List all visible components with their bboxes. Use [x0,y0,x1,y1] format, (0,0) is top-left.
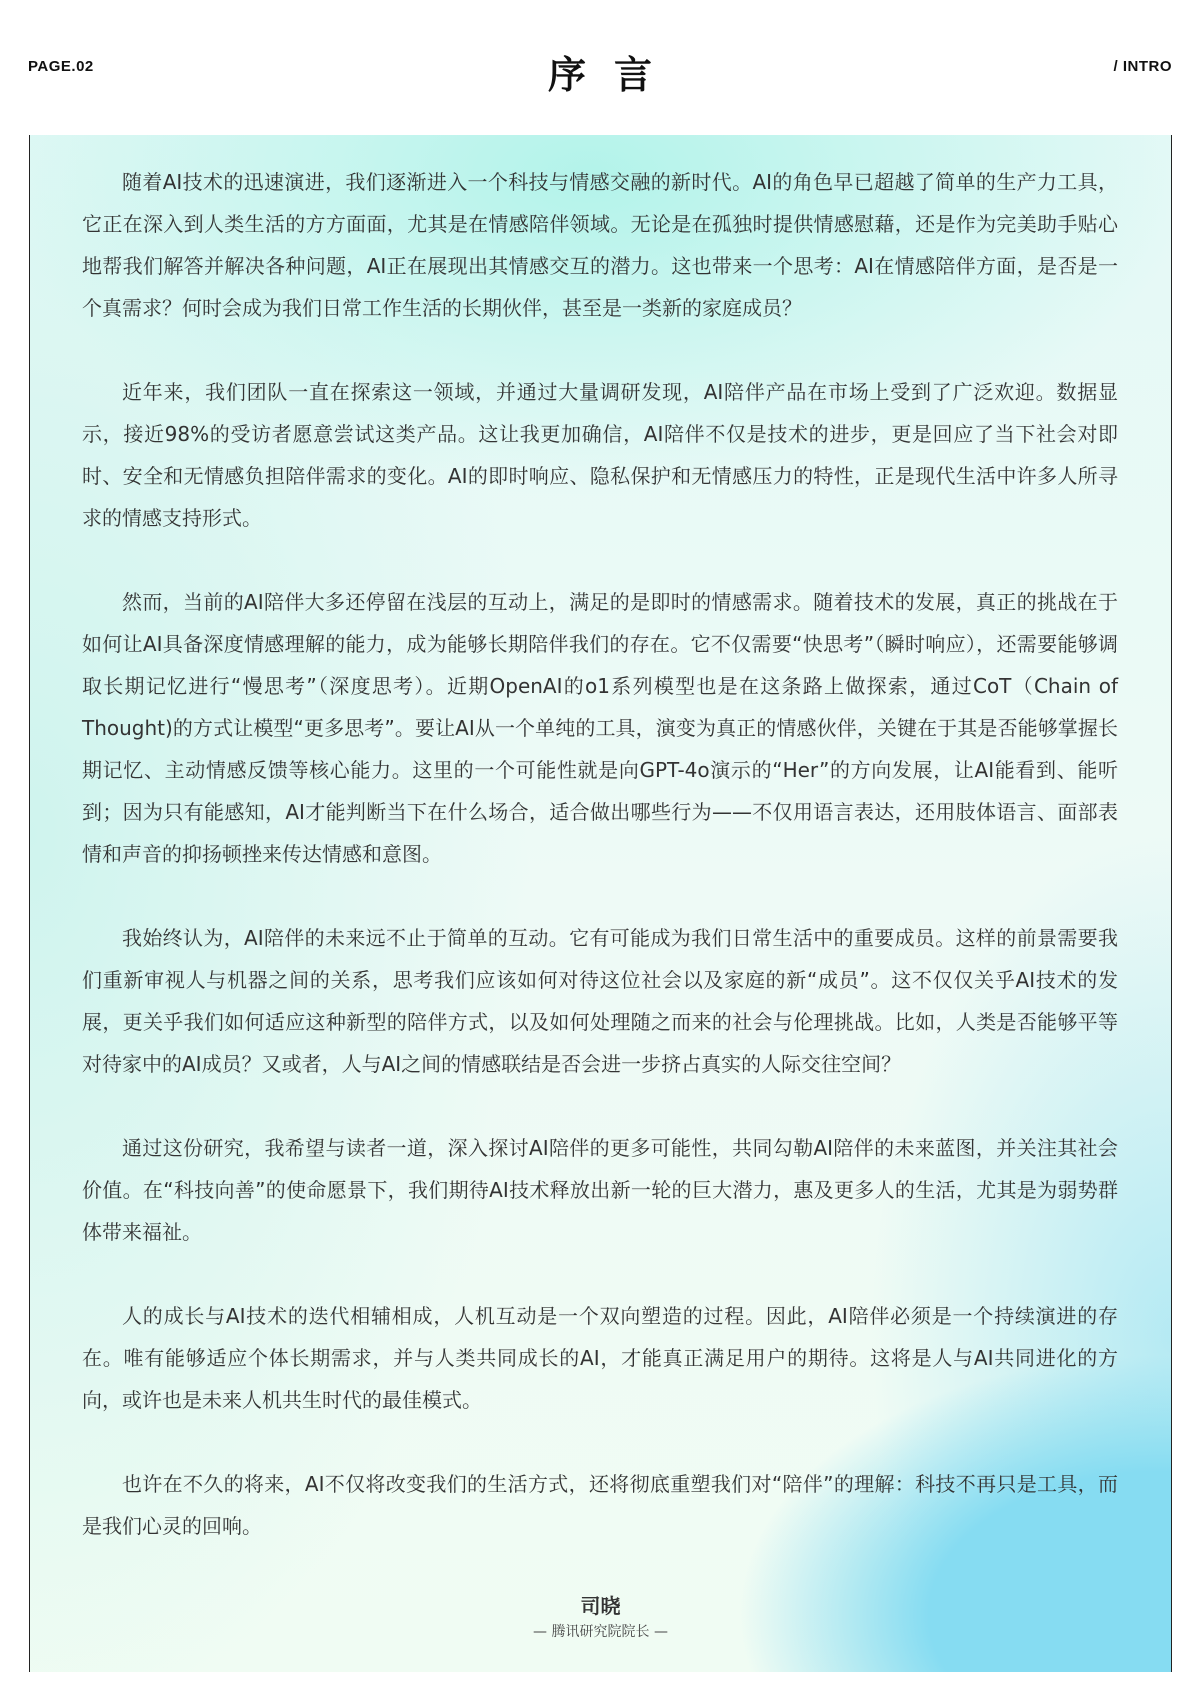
paragraph: 我始终认为，AI陪伴的未来远不止于简单的互动。它有可能成为我们日常生活中的重要成员。这样的前景需要我们重新审视人与机器之间的关系，思考我们应该如何对待这位社会以及家庭的新“成员”。这不仅仅关乎AI技术的发展，更关乎我们如何适应这种新型的陪伴方式，以及如何处理随之而来的社会与伦理挑战。比如，人类是否能够平等对待家中的AI成员？又或者，人与AI之间的情感联结是否会进一步挤占真实的人际交往空间？ [82,926,1118,1076]
paragraph: 也许在不久的将来，AI不仅将改变我们的生活方式，还将彻底重塑我们对“陪伴”的理解：科技不再只是工具，而是我们心灵的回响。 [82,1472,1118,1538]
paragraph: 随着AI技术的迅速演进，我们逐渐进入一个科技与情感交融的新时代。AI的角色早已超越了简单的生产力工具，它正在深入到人类生活的方方面面，尤其是在情感陪伴领域。无论是在孤独时提供情感慰藉，还是作为完美助手贴心地帮我们解答并解决各种问题，AI正在展现出其情感交互的潜力。这也带来一个思考：AI在情感陪伴方面，是否是一个真需求？何时会成为我们日常工作生活的长期伙伴，甚至是一类新的家庭成员？ [82,170,1118,320]
intro-card [29,135,1172,1672]
paragraph: 然而，当前的AI陪伴大多还停留在浅层的互动上，满足的是即时的情感需求。随着技术的发展，真正的挑战在于如何让AI具备深度情感理解的能力，成为能够长期陪伴我们的存在。它不仅需要“快思考”（瞬时响应），还需要能够调取长期记忆进行“慢思考”（深度思考）。近期OpenAI的o1系列模型也是在这条路上做探索，通过CoT（Chain of Thought)的方式让模型“更多思考”。要让AI从一个单纯的工具，演变为真正的情感伙伴，关键在于其是否能够掌握长期记忆、主动情感反馈等核心能力。这里的一个可能性就是向GPT-4o演示的“Her”的方向发展，让AI能看到、能听到；因为只有能感知，AI才能判断当下在什么场合，适合做出哪些行为——不仅用语言表达，还用肢体语言、面部表情和声音的抑扬顿挫来传达情感和意图。 [82,590,1118,866]
section-label: / INTRO [1113,58,1172,75]
paragraph: 通过这份研究，我希望与读者一道，深入探讨AI陪伴的更多可能性，共同勾勒AI陪伴的未来蓝图，并关注其社会价值。在“科技向善”的使命愿景下，我们期待AI技术释放出新一轮的巨大潜力，惠及更多人的生活，尤其是为弱势群体带来福祉。 [82,1136,1118,1244]
intro-body [82,161,1118,1589]
page-title: 序言 [547,53,680,97]
page-number: PAGE.02 [28,58,94,75]
paragraph: 人的成长与AI技术的迭代相辅相成，人机互动是一个双向塑造的过程。因此，AI陪伴必须是一个持续演进的存在。唯有能够适应个体长期需求，并与人类共同成长的AI，才能真正满足用户的期待。这将是人与AI共同进化的方向，或许也是未来人机共生时代的最佳模式。 [82,1304,1118,1412]
signature-name: 司晓 [580,1594,621,1618]
signature [30,1590,1171,1641]
paragraph: 近年来，我们团队一直在探索这一领域，并通过大量调研发现，AI陪伴产品在市场上受到了广泛欢迎。数据显示，接近98%的受访者愿意尝试这类产品。这让我更加确信，AI陪伴不仅是技术的进步，更是回应了当下社会对即时、安全和无情感负担陪伴需求的变化。AI的即时响应、隐私保护和无情感压力的特性，正是现代生活中许多人所寻求的情感支持形式。 [82,380,1118,530]
signature-title: — 腾讯研究院院长 — [533,1624,668,1640]
